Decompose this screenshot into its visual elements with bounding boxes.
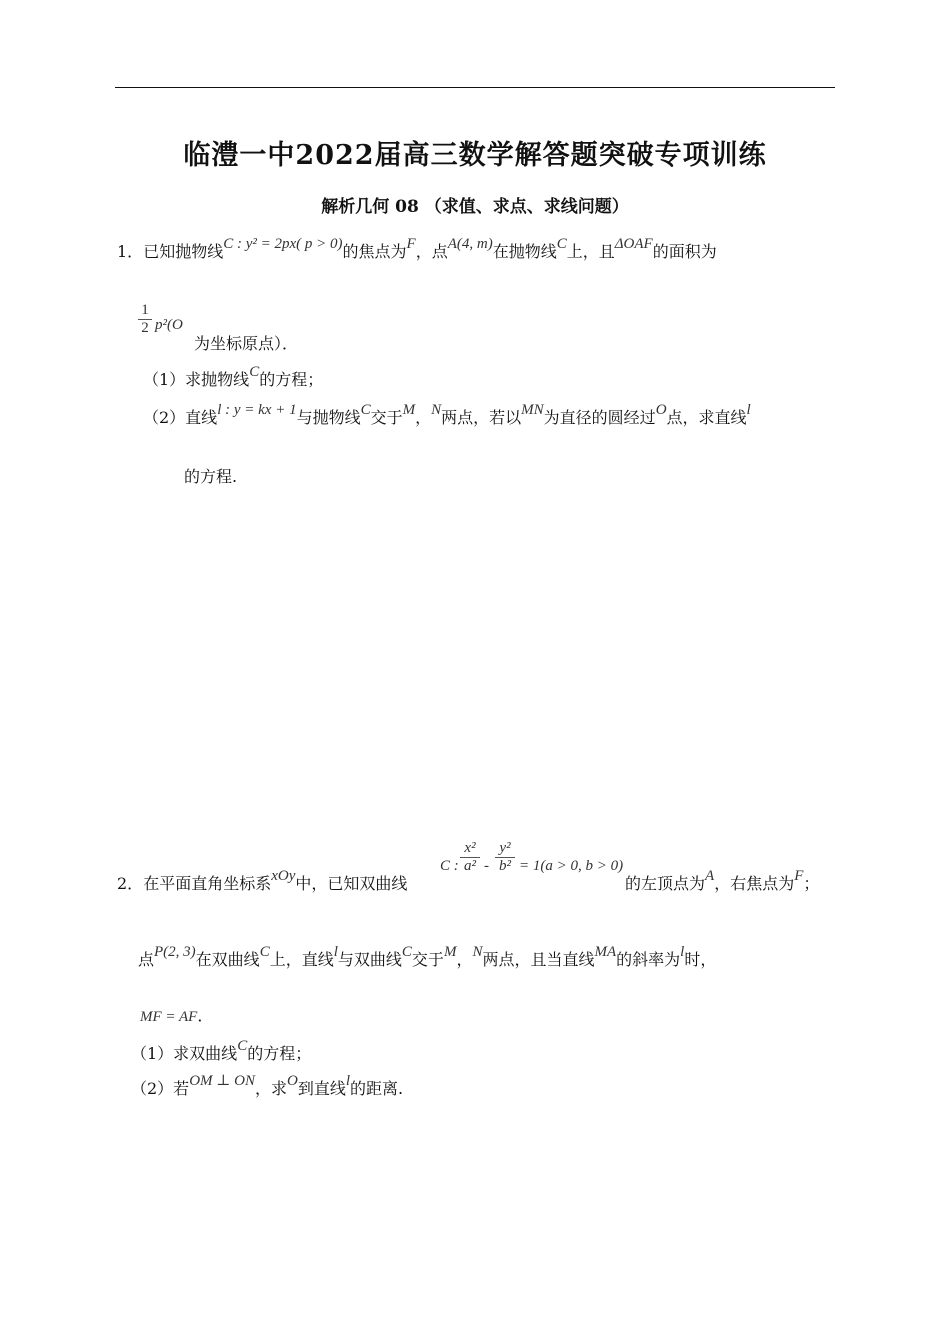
q2-line-2: 点P(2, 3)在双曲线C上，直线l与双曲线C交于M，N两点，且当直线MA的斜率为l时， [138,944,717,969]
q1-text-2: 的焦点为 [342,242,407,261]
q2-equation-MF-AF: MF = AF [140,1009,198,1025]
q1-sub-2-end: 的方程. [184,467,238,486]
q1-text-3: ，点 [415,242,448,261]
q1-line-2-end: 为坐标原点）． [194,334,299,353]
q1-triangle-OAF: ΔOAF [614,236,653,252]
q1-text-4: 在抛物线 [492,242,557,261]
q1-sub1-curve-C: C [249,364,260,380]
q1-text-5: 上，且 [566,242,615,261]
document-subtitle: 解析几何 08 （求值、求点、求线问题） [321,197,629,217]
q1-half-numerator: 1 [141,302,149,318]
q1-half-denominator: 2 [138,319,152,337]
q2-hyperbola-rest: = 1(a > 0, b > 0) [519,858,624,874]
q1-line-1 [117,236,717,262]
q1-parabola-equation: C : y² = 2px( p > 0) [223,236,343,252]
q2-line-1-left: 2．在平面直角坐标系xOy中，已知双曲线 [117,868,408,893]
q2-line-1-right: 的左顶点为A，右焦点为F； [625,868,820,893]
q2-sub-1: （1）求双曲线C的方程； [131,1038,312,1063]
q2-x-over-a: $\frac{\text{x²}}{\text{a²}}$ [460,840,480,875]
q1-sub-2: （2）直线l : y = kx + 1与抛物线C交于M，N两点，若以MN为直径的圆经过O点，求直线l [143,402,751,427]
q2-perpendicular: OM ⊥ ON [189,1073,255,1089]
q2-point-P: P(2, 3) [154,944,196,960]
q1-focus-F: F [406,236,416,252]
q2-sub-2: （2）若OM ⊥ ON，求O到直线l的距离. [131,1073,404,1098]
q1-curve-C: C [556,236,567,252]
q2-number: 2． [117,874,144,893]
document-title: 临澧一中2022届高三数学解答题突破专项训练 [183,140,767,171]
q1-point-A: A(4, m) [447,236,493,252]
header-rule [115,87,835,88]
q2-line-3: MF = AF． [140,1006,214,1025]
q1-p-squared: p²(O [155,317,183,333]
q2-y-over-b: $\frac{\text{y²}}{\text{b²}}$ [495,840,515,875]
q2-minus: - [484,858,489,874]
q1-sub-1: （1）求抛物线C的方程； [143,364,324,389]
q1-half-fraction [138,302,152,337]
q1-number: 1． [117,242,144,261]
q2-coordinate-system: xOy [271,868,296,884]
q1-line-equation: l : y = kx + 1 [217,402,297,418]
q2-hyperbola-C: C : [440,858,459,874]
q1-text-1: 已知抛物线 [143,242,224,261]
q1-text-6: 的面积为 [652,242,717,261]
